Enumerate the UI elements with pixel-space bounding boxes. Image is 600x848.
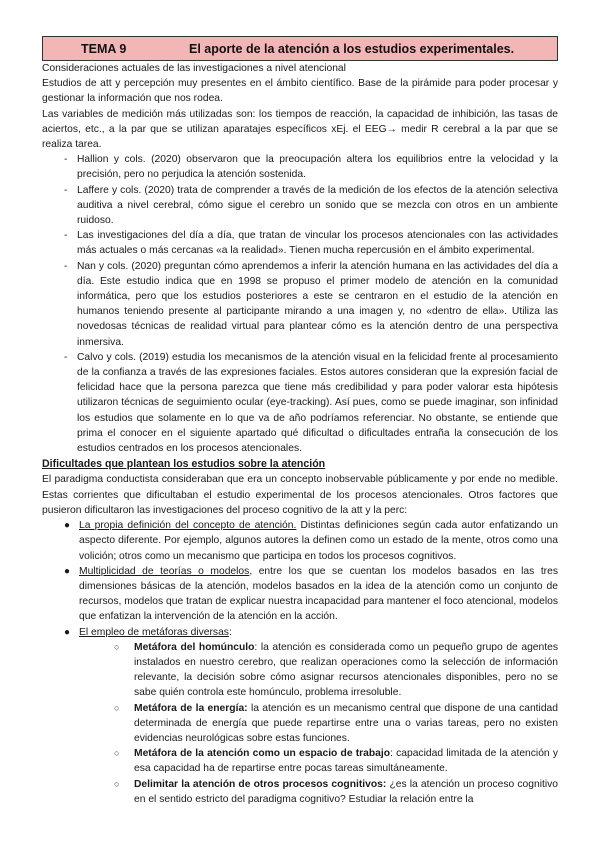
list-item bbox=[112, 777, 558, 807]
metaphor-text: la atención es un mecanismo central que dispone de una cantidad determinada de energía que puede repartirse entre una o varias tareas, pero no existen evidencias neurológicas sobre estas funciones. bbox=[134, 702, 559, 744]
metaphor-title: Metáfora de la atención como un espacio de trabajo bbox=[134, 748, 391, 760]
difficulties-paragraph: El paradigma conductista consideraban que era un concepto inobservable públicamente y por ende no medible. Estas corrientes que dificultaban el estudio experimental de los procesos atencionales. Otros factores que pusieron dificultaron las investigaciones del proceso cognitivo de la att y la perc: bbox=[42, 474, 558, 516]
metaphor-text: : la atención es considerada como un pequeño grupo de agentes instalados en nuestro cerebro, que realizan operaciones como la selección de información relevante, la decisión sobre cómo asignar recursos atencionales disponibles, pero no se sabe quién controla este homúnculo, problema irresoluble. bbox=[134, 641, 558, 699]
difficulties-list bbox=[42, 518, 558, 807]
list-item: - Calvo y cols. (2019) estudia los mecanismos de la atención visual en la felicidad frente al procesamiento de la confianza a través de las expresiones faciales. Estos autores consideran que la expresión facial de felicidad hace que la persona parezca que tiene más credibilidad y para poder valorar esta hipótesis utilizaron técnicas de seguimiento ocular (eye-tracking). Así pues, como se puede imaginar, son infinidad los estudios que solamente en lo que va de año podríamos referenciar. No obstante, se entiende que prima el conocer en el siguiente apartado qué dificultad o dificultades entraña la consecución de los estudios centrados en los procesos atencionales. bbox=[64, 350, 558, 456]
list-item: - Hallion y cols. (2020) observaron que la preocupación altera los equilibrios entre la velocidad y la precisión, pero no perjudica la atención sostenida. bbox=[64, 152, 558, 182]
item-text: Distintas definiciones según cada autor enfatizando un aspecto diferente. Por ejemplo, algunos autores la definen como un estado de la mente, otros como una volición; otros como un mecanismo que participa en todos los procesos cognitivos. bbox=[79, 520, 558, 562]
metaphor-title: Delimitar la atención de otros procesos cognitivos: bbox=[134, 778, 387, 790]
circle-bullet-icon: ○ bbox=[114, 702, 120, 713]
topic-number: TEMA 9 bbox=[81, 41, 127, 56]
intro-paragraph-2: Las variables de medición más utilizadas son: los tiempos de reacción, la capacidad de inhibición, las tasas de aciertos, etc., a la par que se utilizan aparatajes específicos xEj. el EEG→ medir R cerebral a la par que se realiza tarea. bbox=[42, 108, 558, 151]
metaphor-text: ¿es la atención un proceso cognitivo en el sentido estricto del paradigma cognitivo? Estudiar la relación entre la bbox=[134, 778, 558, 805]
circle-bullet-icon: ○ bbox=[114, 641, 120, 652]
list-item bbox=[112, 746, 558, 776]
topic-header bbox=[42, 36, 558, 61]
list-item: - Laffere y cols. (2020) trata de comprender a través de la medición de los efectos de la atención selectiva auditiva a nivel cerebral, cómo sigue el cerebro un sonido que se mezcla con otros en un ambiente ruidoso. bbox=[64, 183, 558, 229]
metaphor-text: : capacidad limitada de la atención y esa capacidad ha de repartirse entre pocas tareas simultáneamente. bbox=[134, 748, 558, 775]
circle-bullet-icon: ○ bbox=[114, 778, 120, 789]
metaphor-title: Metáfora de la energía: bbox=[134, 702, 248, 714]
bullet-icon: ● bbox=[64, 626, 71, 638]
metaphors-list bbox=[79, 640, 558, 807]
list-item: - Nan y cols. (2020) preguntan cómo aprendemos a inferir la atención humana en las actividades del día a día. Este estudio indica que en 1998 se propuso el primer modelo de atención en la comunidad informática, pero que los estudios posteriores a este se centraron en el estudio de la atención en humanos teniendo presente al participante mirando a una imagen y, no «dentro de ella». Utiliza las novedosas técnicas de realidad virtual para plantear cómo es la atención dentro de una perspectiva inmersiva. bbox=[64, 259, 558, 350]
list-item bbox=[62, 518, 558, 564]
metaphor-title: Metáfora del homúnculo bbox=[134, 641, 255, 653]
bullet-icon: ● bbox=[64, 565, 71, 577]
intro-paragraph-1: Estudios de att y percepción muy presentes en el ámbito científico. Base de la pirámide para poder procesar y gestionar la información que nos rodea. bbox=[42, 78, 558, 105]
difficulties-heading: Dificultades que plantean los estudios sobre la atención bbox=[42, 458, 326, 471]
item-lead: Multiplicidad de teorías o modelos bbox=[79, 565, 250, 577]
bullet-icon: ● bbox=[64, 520, 71, 532]
list-item: - Las investigaciones del día a día, que tratan de vincular los procesos atencionales con las actividades más actuales o más cercanas «a la realidad». Tienen mucha repercusión en el ámbito experimental. bbox=[64, 228, 558, 258]
item-lead: La propia definición del concepto de atención. bbox=[79, 520, 297, 532]
list-item bbox=[112, 640, 558, 701]
list-item bbox=[62, 625, 558, 807]
list-item bbox=[112, 701, 558, 747]
topic-title: El aporte de la atención a los estudios experimentales. bbox=[189, 41, 515, 56]
item-lead: El empleo de metáforas diversas bbox=[79, 626, 229, 638]
item-text: : bbox=[228, 626, 232, 638]
circle-bullet-icon: ○ bbox=[114, 748, 120, 759]
item-text: , entre los que se cuentan los modelos basados en las tres dimensiones básicas de la atención, modelos basados en la idea de la atención como un conjunto de recursos, modelos que tratan de explicar nuestra incapacidad para mantener el foco atencional, modelos que enfatizan la intervención de la atención en la acción. bbox=[79, 565, 558, 623]
list-item bbox=[62, 564, 558, 625]
studies-list bbox=[42, 152, 558, 456]
intro-subheading: Consideraciones actuales de las investigaciones a nivel atencional bbox=[42, 63, 346, 74]
